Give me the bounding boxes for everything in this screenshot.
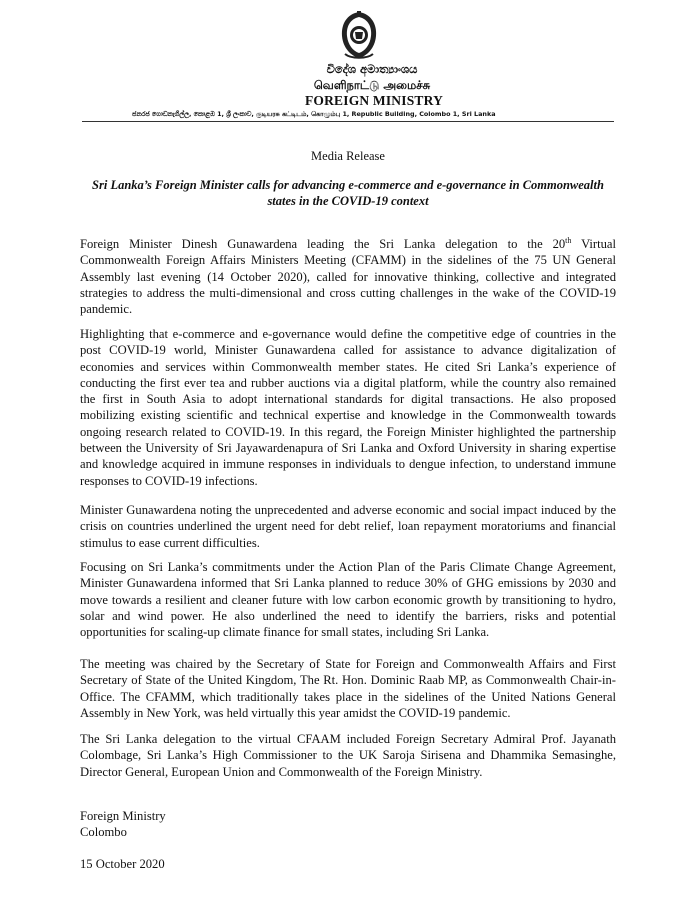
paragraph-1: Foreign Minister Dinesh Gunawardena leading the Sri Lanka delegation to the 20th Virtual Commonwealth Foreign Affairs Ministers Meeting (CFAMM) in the sidelines of the 75 UN General Assembly last evening (14 October 2020), called for innovative thinking, collective and integrated strategies to address the multi-dimensional and cross cutting challenges in the wake of the COVID-19 pandemic.	[80, 235, 616, 317]
headline: Sri Lanka’s Foreign Minister calls for advancing e-commerce and e-governance in Commonwealth states in the COVID-19 context	[92, 178, 604, 208]
letterhead-sinhala: විදේශ අමාත්‍යාංශය	[326, 62, 418, 76]
letterhead-english: FOREIGN MINISTRY	[304, 93, 444, 108]
letterhead-tamil: வெளிநாட்டு அமைச்சு	[313, 78, 431, 92]
paragraph-6: The Sri Lanka delegation to the virtual CFAAM included Foreign Secretary Admiral Prof. Jayanath Colombage, Sri Lanka’s High Commissioner to the UK Saroja Sirisena and Dhammika Semasinghe, Director General, European Union and Commonwealth of the Foreign Ministry.	[80, 732, 616, 779]
paragraph-5: The meeting was chaired by the Secretary of State for Foreign and Commonwealth Affairs and First Secretary of State of the United Kingdom, The Rt. Hon. Dominic Raab MP, as Commonwealth Chair-in-Office. The CFAMM, which traditionally takes place in the sidelines of the United Nations General Assembly in New York, was held virtually this year amidst the COVID-19 pandemic.	[80, 657, 616, 720]
signoff-city: Colombo	[80, 825, 127, 840]
signoff-org: Foreign Ministry	[80, 809, 166, 823]
sri-lanka-emblem-icon	[337, 10, 381, 60]
header-divider	[82, 121, 614, 122]
letterhead	[0, 0, 696, 125]
release-date: 15 October 2020	[80, 857, 165, 871]
letterhead-address: ජනරජ ගොඩනැගිල්ල, කොළඹ 1, ශ්‍රී ලංකාව, குடியரசு கட்டிடம், கொழும்பு 1, Republic Building, Colombo 1, Sri Lanka	[132, 110, 496, 118]
media-release-label: Media Release	[311, 149, 385, 163]
signoff	[80, 808, 166, 841]
ordinal-suffix: th	[565, 235, 572, 245]
paragraph-3: Minister Gunawardena noting the unprecedented and adverse economic and social impact induced by the crisis on countries underlined the urgent need for debt relief, loan repayment moratoriums and financial stimulus to ease current difficulties.	[80, 503, 616, 550]
paragraph-2: Highlighting that e-commerce and e-governance would define the competitive edge of countries in the post COVID-19 world, Minister Gunawardena called for assistance to advance digitalization of economies and services within Commonwealth member states. He cited Sri Lanka’s experience of conducting the first ever tea and rubber auctions via a digital platform, while the country also remained the first in South Asia to adopt international standards for digital transactions. He also proposed mobilizing existing scientific and technical expertise and knowledge in the Commonwealth towards ongoing research related to COVID-19. In this regard, the Foreign Minister highlighted the partnership between the University of Sri Jayawardenapura of Sri Lanka and Oxford University in sharing expertise and knowledge acquired in immune responses in individuals to dengue infection, to understand immune responses to COVID-19 infections.	[80, 327, 616, 488]
paragraph-4: Focusing on Sri Lanka’s commitments under the Action Plan of the Paris Climate Change Agreement, Minister Gunawardena informed that Sri Lanka planned to reduce 30% of GHG emissions by 2030 and move towards a resilient and cleaner future with low carbon economic growth by transitioning to hydro, solar and wind power. He also underlined the need to identify the barriers, risks and potential opportunities for scaling-up climate finance for small states, including Sri Lanka.	[80, 560, 616, 640]
